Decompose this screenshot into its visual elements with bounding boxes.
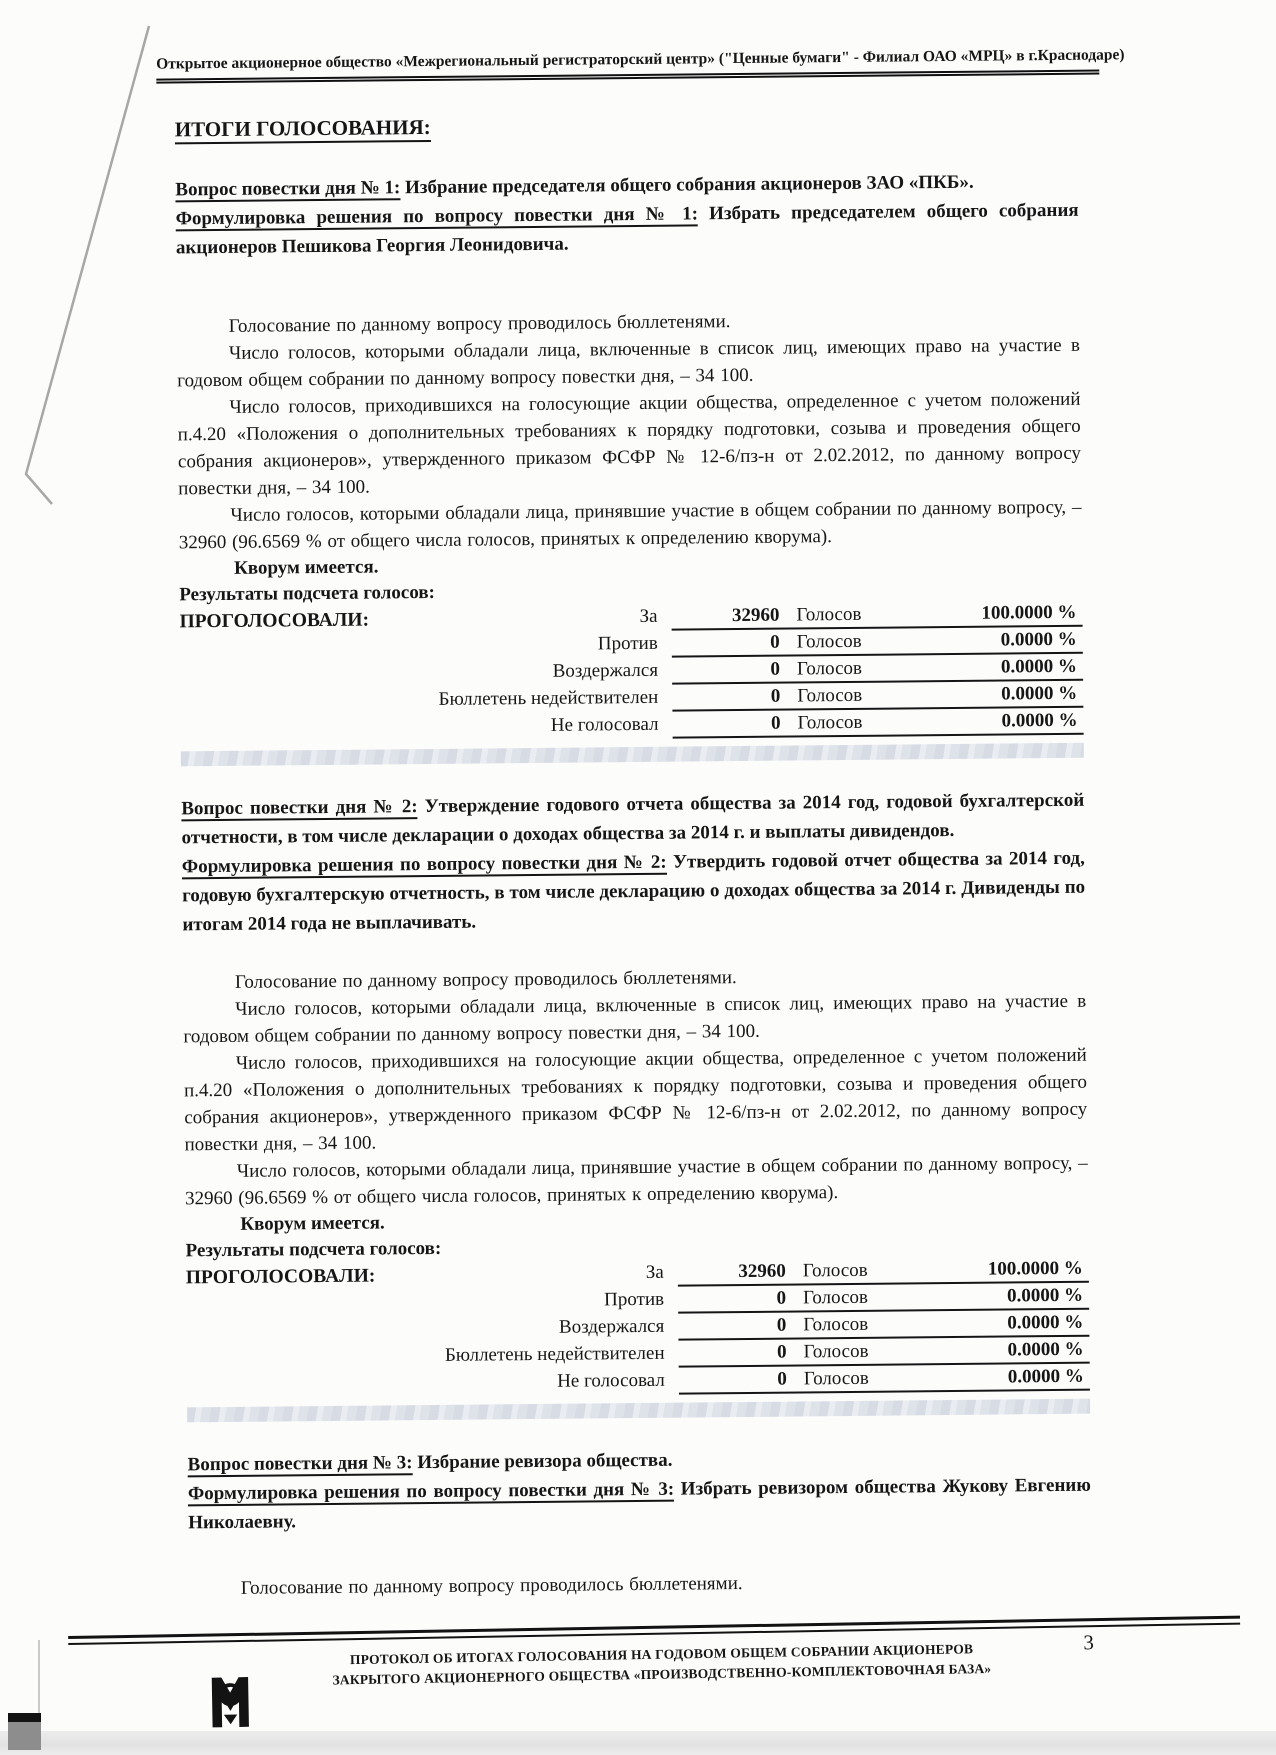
question-1-label: Вопрос повестки дня № 1: (175, 177, 401, 201)
vote-option: Воздержался (552, 659, 659, 682)
vote-count: 0 (777, 1368, 787, 1390)
question-2-text: Утверждение годового отчета общества за 2014 год, годовой бухгалтерской отчетности, в том числе декларации о доходах общества за 2014 г. и выплаты дивидендов. (181, 789, 1085, 849)
resolution-3-label: Формулировка решения по вопросу повестки дня № 3: (187, 1478, 675, 1505)
vote-unit: Голосов (796, 657, 863, 680)
vote-count: 0 (770, 658, 781, 680)
vote-percent: 0.0000 % (1006, 1284, 1084, 1307)
vote-count: 32960 (738, 1260, 786, 1283)
vote-option: Не голосовал (557, 1369, 665, 1392)
vote-unit: Голосов (803, 1313, 869, 1336)
voted-heading: ПРОГОЛОСОВАЛИ: (179, 609, 370, 633)
vote-option: Не голосовал (550, 713, 659, 736)
vote-unit: Голосов (797, 711, 863, 734)
vote-option: За (639, 605, 658, 627)
resolution-1-text: Избрать председателем общего собрания акционеров Пешикова Георгия Леонидовича. (175, 199, 1079, 259)
paragraph: Число голосов, которыми обладали лица, включенные в список лиц, имеющих право на участие в годовом общем собрании по данному вопросу повестки дня, – 34 100. (177, 334, 1081, 392)
quorum-statement: Кворум имеется. (240, 1212, 385, 1235)
scan-edge-line (38, 1640, 40, 1720)
vote-percent: 0.0000 % (1000, 655, 1078, 678)
vote-percent: 0.0000 % (1007, 1338, 1084, 1361)
paragraph: Число голосов, приходившихся на голосующие акции общества, определенное с учетом положений п.4.20 «Положения о дополнительных требованиях к порядку подготовки, созыва и проведения общего собрания акционеров», утвержденного приказом ФСФР № 12-6/пз-н от 2.02.2012, по данному вопросу повестки дня, – 34 100. (183, 1044, 1088, 1156)
vote-count: 0 (776, 1314, 787, 1336)
vote-option: За (645, 1261, 664, 1283)
vote-percent: 0.0000 % (1007, 1365, 1084, 1388)
results-heading: Результаты подсчета голосов: (179, 581, 436, 606)
resolution-1-label: Формулировка решения по вопросу повестки дня № 1: (175, 203, 699, 230)
vote-count: 0 (776, 1341, 787, 1363)
vote-unit: Голосов (803, 1340, 869, 1363)
footer-line-2: ЗАКРЫТОГО АКЦИОНЕРНОГО ОБЩЕСТВА «ПРОИЗВОДСТВЕННО-КОМПЛЕКТОВОЧНАЯ БАЗА» (332, 1660, 992, 1688)
resolution-2-text: Утвердить годовой отчет общества за 2014 год, годовую бухгалтерскую отчетность, в том числе декларацию о доходах общества за 2014 г. Дивиденды по итогам 2014 года не выплачивать. (182, 847, 1086, 936)
question-2-label: Вопрос повестки дня № 2: (181, 796, 418, 820)
vote-percent: 0.0000 % (1000, 628, 1077, 651)
footer-double-rule (68, 1616, 1240, 1645)
question-3-text: Избрание ревизора общества. (417, 1449, 673, 1474)
resolution-3-text: Избрать ревизором общества Жукову Евгению Николаевну. (188, 1474, 1091, 1534)
vote-unit: Голосов (802, 1259, 868, 1282)
vote-count: 32960 (731, 604, 780, 627)
quorum-statement: Кворум имеется. (233, 556, 379, 579)
mrc-logo-icon (208, 1675, 253, 1735)
footer-title (331, 1639, 992, 1691)
question-1-text: Избрание председателя общего собрания акционеров ЗАО «ПКБ». (404, 171, 974, 199)
vote-option: Против (604, 1288, 665, 1311)
paragraph: Голосование по данному вопросу проводилось бюллетенями. (234, 967, 737, 993)
vote-percent: 100.0000 % (987, 1257, 1083, 1280)
vote-option: Воздержался (558, 1315, 665, 1338)
vote-unit: Голосов (797, 684, 863, 707)
scan-corner-artifact (8, 1713, 41, 1750)
company-header: Открытое акционерное общество «Межрегиональный регистраторский центр» ("Ценные бумаги" - Филиал ОАО «МРЦ» в г.Краснодаре) (156, 46, 1099, 84)
vote-percent: 0.0000 % (1001, 709, 1078, 732)
vote-unit: Голосов (803, 1367, 869, 1390)
scan-bottom-band (0, 1731, 1276, 1755)
vote-count: 0 (770, 685, 781, 707)
voted-heading: ПРОГОЛОСОВАЛИ: (185, 1265, 376, 1289)
vote-percent: 0.0000 % (1001, 682, 1078, 705)
vote-count: 0 (770, 631, 780, 653)
footer-line-1: ПРОТОКОЛ ОБ ИТОГАХ ГОЛОСОВАНИЯ НА ГОДОВОМ ОБЩЕМ СОБРАНИИ АКЦИОНЕРОВ (349, 1641, 974, 1668)
question-3-label: Вопрос повестки дня № 3: (187, 1452, 413, 1476)
vote-option: Бюллетень недействителен (438, 686, 659, 710)
page-title: ИТОГИ ГОЛОСОВАНИЯ: (175, 108, 1078, 143)
paragraph: Число голосов, которыми обладали лица, принявшие участие в общем собрании по данному вопросу, – 32960 (96.6569 % от общего числа голосов, принятых к определению кворума). (184, 1152, 1088, 1210)
vote-count: 0 (770, 712, 781, 734)
vote-unit: Голосов (802, 1286, 869, 1309)
paragraph: Число голосов, которыми обладали лица, принявшие участие в общем собрании по данному вопросу, – 32960 (96.6569 % от общего числа голосов, принятых к определению кворума). (178, 496, 1082, 554)
vote-option: Против (597, 632, 658, 655)
paragraph: Голосование по данному вопросу проводилось бюллетенями. (228, 311, 731, 337)
vote-unit: Голосов (796, 630, 862, 653)
vote-unit: Голосов (796, 603, 862, 626)
results-heading: Результаты подсчета голосов: (185, 1237, 442, 1262)
vote-percent: 100.0000 % (981, 601, 1077, 624)
vote-option: Бюллетень недействителен (444, 1342, 665, 1366)
vote-count: 0 (776, 1287, 787, 1309)
paragraph: Число голосов, которыми обладали лица, включенные в список лиц, имеющих право на участие в годовом общем собрании по данному вопросу повестки дня, – 34 100. (183, 990, 1087, 1048)
paragraph: Голосование по данному вопросу проводилось бюллетенями. (240, 1573, 743, 1599)
page-number: 3 (1083, 1630, 1095, 1655)
paragraph: Число голосов, приходившихся на голосующие акции общества, определенное с учетом положений п.4.20 «Положения о дополнительных требованиях к порядку подготовки, созыва и проведения общего собрания акционеров», утвержденного приказом ФСФР № 12-6/пз-н от 2.02.2012, по данному вопросу повестки дня, – 34 100. (177, 388, 1082, 500)
vote-percent: 0.0000 % (1007, 1311, 1084, 1334)
resolution-2-label: Формулировка решения по вопросу повестки дня № 2: (181, 851, 667, 878)
